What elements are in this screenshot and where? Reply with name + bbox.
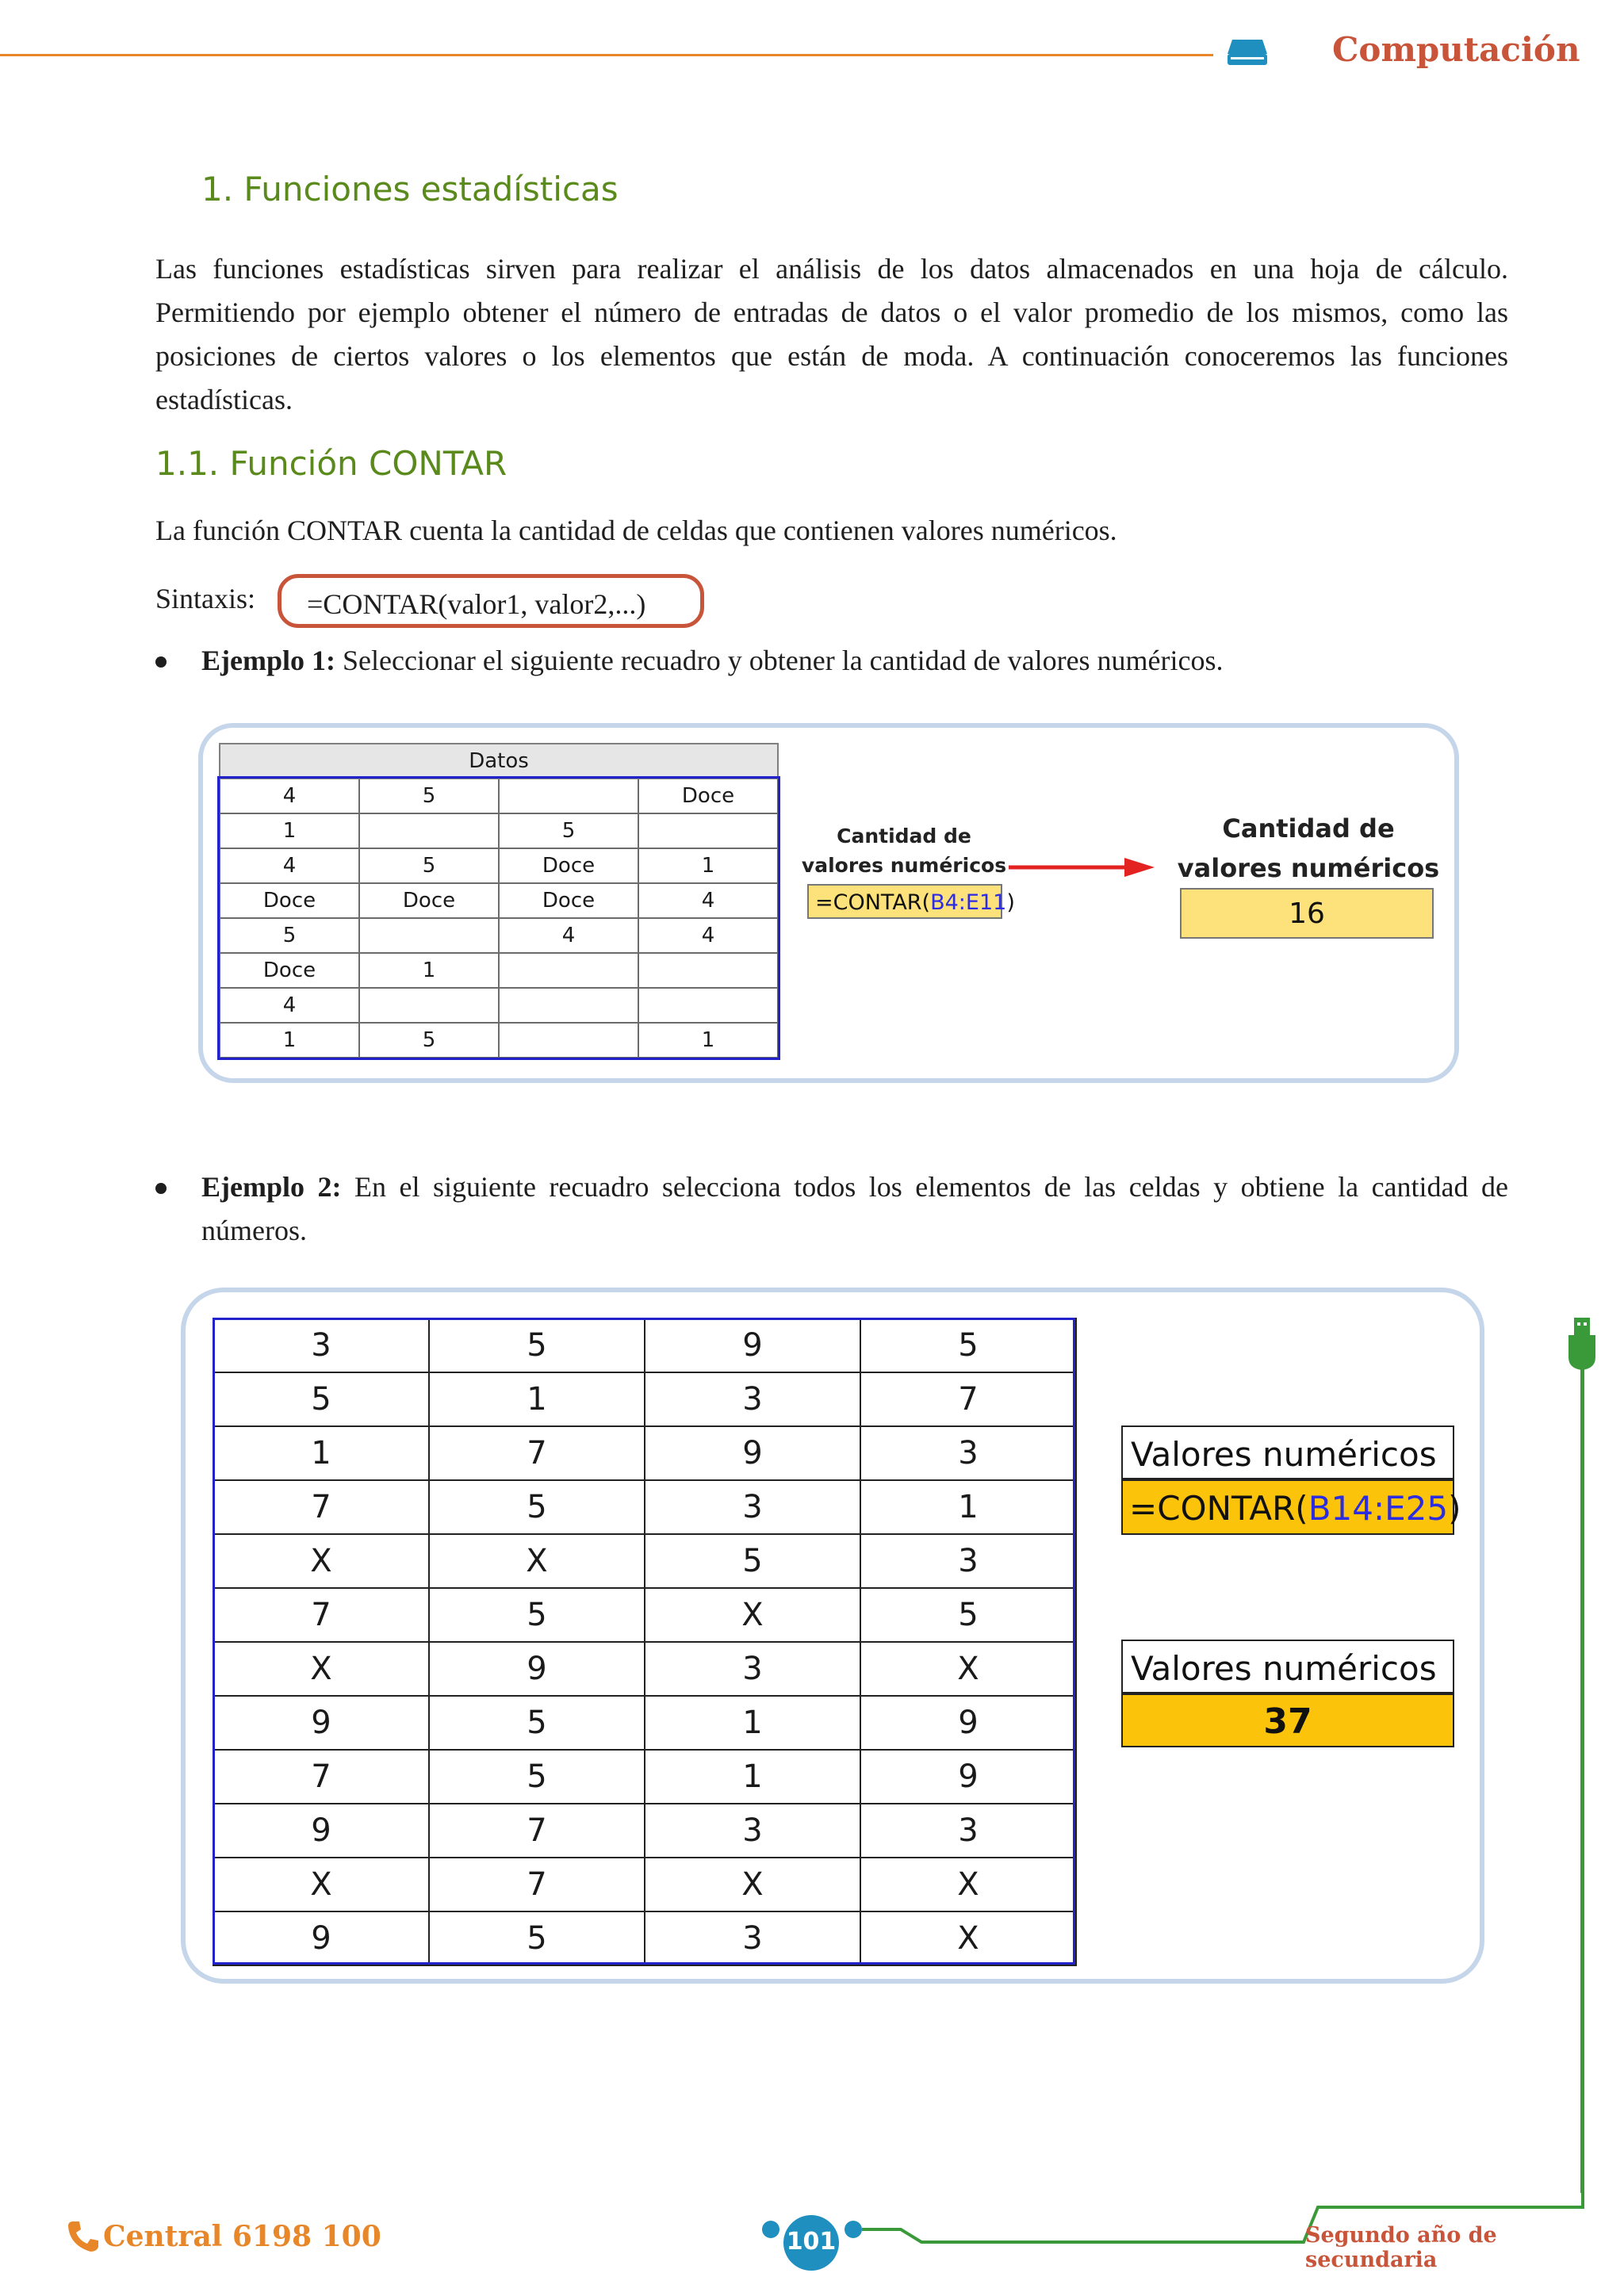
- table-cell[interactable]: 1: [429, 1372, 645, 1426]
- table-row: [213, 1858, 1076, 1911]
- phone-number: Central 6198 100: [103, 2220, 381, 2253]
- table-cell[interactable]: 7: [429, 1858, 645, 1911]
- page-number: 101: [783, 2215, 839, 2271]
- table-cell[interactable]: [359, 988, 499, 1023]
- formula-box: [1121, 1425, 1461, 1535]
- result-label: [1174, 809, 1443, 888]
- table-cell[interactable]: 1: [213, 1426, 429, 1480]
- table-cell[interactable]: 5: [499, 813, 638, 848]
- table-cell[interactable]: 9: [860, 1696, 1076, 1750]
- table-cell[interactable]: [359, 813, 499, 848]
- table-cell[interactable]: 1: [860, 1480, 1076, 1534]
- table-cell[interactable]: X: [860, 1911, 1076, 1965]
- formula-suffix-2: ): [1448, 1489, 1461, 1528]
- table-cell[interactable]: 5: [213, 1372, 429, 1426]
- table-cell[interactable]: Doce: [220, 883, 359, 918]
- grade-label: Segundo año de secundaria: [1305, 2223, 1497, 2272]
- table-row: [213, 1480, 1076, 1534]
- table-cell[interactable]: [638, 813, 778, 848]
- formula-cell-2[interactable]: [1121, 1479, 1461, 1535]
- table-cell[interactable]: 3: [645, 1804, 860, 1858]
- example1-table: [219, 743, 779, 1058]
- table-row: [213, 1696, 1076, 1750]
- formula-label-line1: Cantidad de: [837, 825, 971, 848]
- table-cell[interactable]: 7: [213, 1750, 429, 1804]
- table-cell[interactable]: 3: [860, 1426, 1076, 1480]
- table-cell[interactable]: 3: [860, 1804, 1076, 1858]
- hard-drive-icon: [1226, 36, 1269, 68]
- table-cell[interactable]: 5: [359, 1023, 499, 1058]
- table-row: [213, 1750, 1076, 1804]
- table-row: [220, 918, 778, 953]
- table-row: [220, 883, 778, 918]
- table-cell[interactable]: X: [429, 1534, 645, 1588]
- table-row: [213, 1804, 1076, 1858]
- table-cell[interactable]: [499, 779, 638, 813]
- table-cell[interactable]: 9: [645, 1318, 860, 1372]
- table-cell[interactable]: 5: [220, 918, 359, 953]
- table-row: [220, 988, 778, 1023]
- example1-label: Ejemplo 1:: [201, 645, 335, 676]
- formula-cell[interactable]: [807, 884, 1015, 919]
- table-cell[interactable]: 4: [220, 848, 359, 883]
- table-row: [220, 848, 778, 883]
- table-cell[interactable]: 4: [638, 918, 778, 953]
- table-cell[interactable]: 5: [359, 848, 499, 883]
- example2-instruction: En el siguiente recuadro selecciona todos los elementos de las celdas y obtiene la cantidad de números.: [201, 1171, 1508, 1246]
- table-cell[interactable]: 9: [645, 1426, 860, 1480]
- table-cell[interactable]: X: [860, 1858, 1076, 1911]
- syntax-label: Sintaxis:: [155, 583, 256, 614]
- table-header: Datos: [220, 744, 778, 779]
- result-cell-2[interactable]: 37: [1121, 1693, 1454, 1747]
- table-cell[interactable]: 4: [220, 779, 359, 813]
- table-row: [220, 813, 778, 848]
- example2-table: [213, 1318, 1077, 1966]
- table-row: [220, 779, 778, 813]
- table-cell[interactable]: 3: [860, 1534, 1076, 1588]
- table-cell[interactable]: X: [213, 1534, 429, 1588]
- table-cell[interactable]: [359, 918, 499, 953]
- example2-label: Ejemplo 2:: [201, 1171, 342, 1203]
- table-cell[interactable]: Doce: [499, 883, 638, 918]
- section-heading: 1. Funciones estadísticas: [201, 170, 619, 209]
- table-cell[interactable]: 1: [220, 813, 359, 848]
- table-cell[interactable]: [499, 1023, 638, 1058]
- table-cell[interactable]: 7: [429, 1804, 645, 1858]
- table-row: [213, 1588, 1076, 1642]
- table-cell[interactable]: 1: [638, 848, 778, 883]
- intro-paragraph: Las funciones estadísticas sirven para realizar el análisis de los datos almacenados en una hoja de cálculo. Permitiendo por ejemplo obtener el número de entradas de datos o el valor promedio de los mismos, como las posiciones de ciertos valores o los elementos que están de moda. A continuación conoceremos las funciones estadísticas.: [155, 253, 1508, 415]
- formula-label: [801, 821, 1007, 880]
- table-cell[interactable]: 5: [429, 1318, 645, 1372]
- table-cell[interactable]: 9: [213, 1911, 429, 1965]
- table-cell[interactable]: Doce: [638, 779, 778, 813]
- table-row: [213, 1426, 1076, 1480]
- bullet: [155, 1183, 167, 1194]
- table-row: [213, 1911, 1076, 1965]
- table-cell[interactable]: 7: [213, 1588, 429, 1642]
- table-row: [213, 1534, 1076, 1588]
- table-cell[interactable]: X: [645, 1588, 860, 1642]
- table-cell[interactable]: 3: [645, 1372, 860, 1426]
- table-cell[interactable]: 5: [429, 1750, 645, 1804]
- table-row: [213, 1372, 1076, 1426]
- table-cell[interactable]: 5: [860, 1318, 1076, 1372]
- table-cell[interactable]: X: [860, 1642, 1076, 1696]
- phone-icon: [67, 2220, 98, 2253]
- example2-text: [201, 1165, 1508, 1253]
- table-cell[interactable]: 5: [429, 1480, 645, 1534]
- decorative-line: [1580, 1368, 1584, 2193]
- table-cell[interactable]: 1: [645, 1750, 860, 1804]
- table-cell[interactable]: 3: [645, 1480, 860, 1534]
- table-cell[interactable]: 9: [213, 1804, 429, 1858]
- table-row: [213, 1318, 1076, 1372]
- table-cell[interactable]: 7: [213, 1480, 429, 1534]
- table-cell[interactable]: 5: [429, 1588, 645, 1642]
- table-cell[interactable]: 1: [359, 953, 499, 988]
- result-label-line1: Cantidad de: [1222, 813, 1395, 844]
- example1-text: [201, 639, 1508, 683]
- contar-description: La función CONTAR cuenta la cantidad de celdas que contienen valores numéricos.: [155, 515, 1117, 546]
- table-cell[interactable]: 5: [429, 1696, 645, 1750]
- formula-label-line2: valores numéricos: [801, 854, 1007, 877]
- table-cell[interactable]: [638, 953, 778, 988]
- arrow-right-icon: [1009, 858, 1155, 877]
- bullet: [155, 656, 167, 668]
- header-rule: [0, 54, 1213, 56]
- table-cell[interactable]: 5: [860, 1588, 1076, 1642]
- result-label-line2: valores numéricos: [1177, 853, 1440, 883]
- table-cell[interactable]: 4: [220, 988, 359, 1023]
- table-cell[interactable]: 5: [429, 1911, 645, 1965]
- table-cell[interactable]: 3: [645, 1642, 860, 1696]
- table-cell[interactable]: [638, 988, 778, 1023]
- table-cell[interactable]: Doce: [220, 953, 359, 988]
- formula-range: B4:E11: [930, 890, 1007, 915]
- table-cell[interactable]: [499, 988, 638, 1023]
- table-cell[interactable]: [499, 953, 638, 988]
- table-cell[interactable]: 7: [429, 1426, 645, 1480]
- table-cell[interactable]: X: [213, 1858, 429, 1911]
- table-row: [213, 1642, 1076, 1696]
- table-row: [220, 1023, 778, 1058]
- example1-instruction: Seleccionar el siguiente recuadro y obtener la cantidad de valores numéricos.: [335, 645, 1224, 676]
- table-cell[interactable]: 3: [213, 1318, 429, 1372]
- table-cell[interactable]: 9: [429, 1642, 645, 1696]
- table-cell[interactable]: 5: [645, 1534, 860, 1588]
- table-row: [220, 953, 778, 988]
- table-cell[interactable]: 7: [860, 1372, 1076, 1426]
- result-box: [1121, 1640, 1454, 1747]
- formula-prefix: =CONTAR(: [815, 890, 931, 915]
- table-cell[interactable]: X: [645, 1858, 860, 1911]
- table-cell[interactable]: Doce: [359, 883, 499, 918]
- formula-prefix-2: =CONTAR(: [1129, 1489, 1308, 1528]
- table-cell[interactable]: 4: [638, 883, 778, 918]
- result-box-header: Valores numéricos: [1121, 1640, 1454, 1693]
- table-cell[interactable]: 3: [645, 1911, 860, 1965]
- formula-suffix: ): [1006, 890, 1015, 915]
- syntax-box: =CONTAR(valor1, valor2,...): [278, 574, 704, 628]
- table-cell[interactable]: 1: [638, 1023, 778, 1058]
- table-cell[interactable]: 1: [220, 1023, 359, 1058]
- table-cell[interactable]: X: [213, 1642, 429, 1696]
- subsection-heading: 1.1. Función CONTAR: [155, 444, 508, 483]
- usb-icon: [1565, 1318, 1599, 1372]
- table-cell[interactable]: 4: [499, 918, 638, 953]
- table-cell[interactable]: Doce: [499, 848, 638, 883]
- table-cell[interactable]: 5: [359, 779, 499, 813]
- formula-box-header: Valores numéricos: [1121, 1425, 1454, 1479]
- table-cell[interactable]: 9: [213, 1696, 429, 1750]
- result-cell[interactable]: 16: [1180, 888, 1434, 939]
- table-cell[interactable]: 1: [645, 1696, 860, 1750]
- formula-range-2: B14:E25: [1308, 1489, 1449, 1528]
- table-cell[interactable]: 9: [860, 1750, 1076, 1804]
- subject-title: Computación: [1332, 30, 1580, 69]
